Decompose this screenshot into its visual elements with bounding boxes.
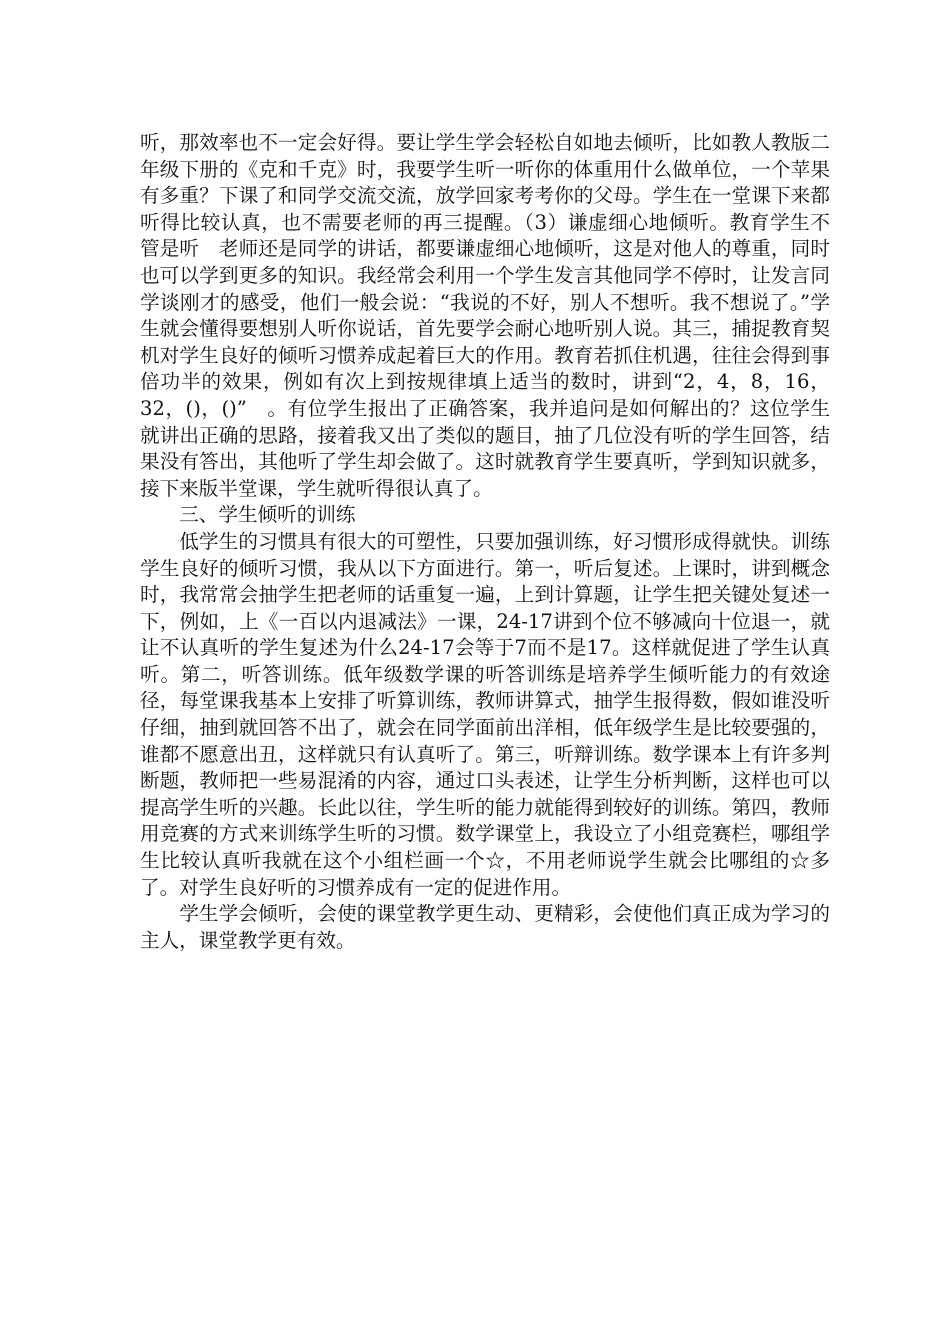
section-heading-training: 三、学生倾听的训练: [179, 503, 356, 527]
body-text: [140, 130, 850, 954]
paragraph-listening-attitude: 听，那效率也不一定会好得。要让学生学会轻松自如地去倾听，比如教人教版二年级下册的《克和千克》时，我要学生听一听你的体重用什么做单位，一个苹果有多重？下课了和同学交流交流，放学回家考考你的父母。学生在一堂课下来都听得比较认真，也不需要老师的再三提醒。（3）谦虚细心地倾听。教育学生不 管是听 老师还是同学的讲话，都要谦虚细心地倾听，这是对他人的尊重，同时也可以学到更多的知识。我经常会利用一个学生发言其他同学不停时，让发言同学谈刚才的感受，他们一般会说：“我说的不好，别人不想听。我不想说了。”学生就会懂得要想别人听你说话，首先要学会耐心地听别人说。其三，捕捉教育契机对学生良好的倾听习惯养成起着巨大的作用。教育若抓住机遇，往往会得到事倍功半的效果，例如有次上到按规律填上适当的数时，讲到“2，4，8，16，32，()，()” 。有位学生报出了正确答案，我并追问是如何解出的？这位学生就讲出正确的思路，接着我又出了类似的题目，抽了几位没有听的学生回答，结果没有答出，其他听了学生却会做了。这时就教育学生要真听，学到知识就多，接下来版半堂课，学生就听得很认真了。: [140, 131, 850, 500]
paragraph-conclusion: 学生学会倾听，会使的课堂教学更生动、更精彩，会使他们真正成为学习的主人，课堂教学更有效。: [140, 902, 830, 952]
paragraph-training-methods: 低学生的习惯具有很大的可塑性，只要加强训练，好习惯形成得就快。训练学生良好的倾听习惯，我从以下方面进行。第一，听后复述。上课时，讲到概念时，我常常会抽学生把老师的话重复一遍，上到计算题，让学生把关键处复述一下，例如，上《一百以内退减法》一课，24-17讲到个位不够减向十位退一，就让不认真听的学生复述为什么24-17会等于7而不是17。这样就促进了学生认真听。第二，听答训练。低年级数学课的听答训练是培养学生倾听能力的有效途径，每堂课我基本上安排了听算训练，教师讲算式，抽学生报得数，假如谁没听仔细，抽到就回答不出了，就会在同学面前出洋相，低年级学生是比较要强的，谁都不愿意出丑，这样就只有认真听了。第三，听辩训练。数学课本上有许多判断题，教师把一些易混淆的内容，通过口头表述，让学生分析判断，这样也可以提高学生听的兴趣。长此以往，学生听的能力就能得到较好的训练。第四，教师用竞赛的方式来训练学生听的习惯。数学课堂上，我设立了小组竞赛栏，哪组学生比较认真听我就在这个小组栏画一个☆，不用老师说学生就会比哪组的☆多了。对学生良好听的习惯养成有一定的促进作用。: [140, 529, 830, 899]
